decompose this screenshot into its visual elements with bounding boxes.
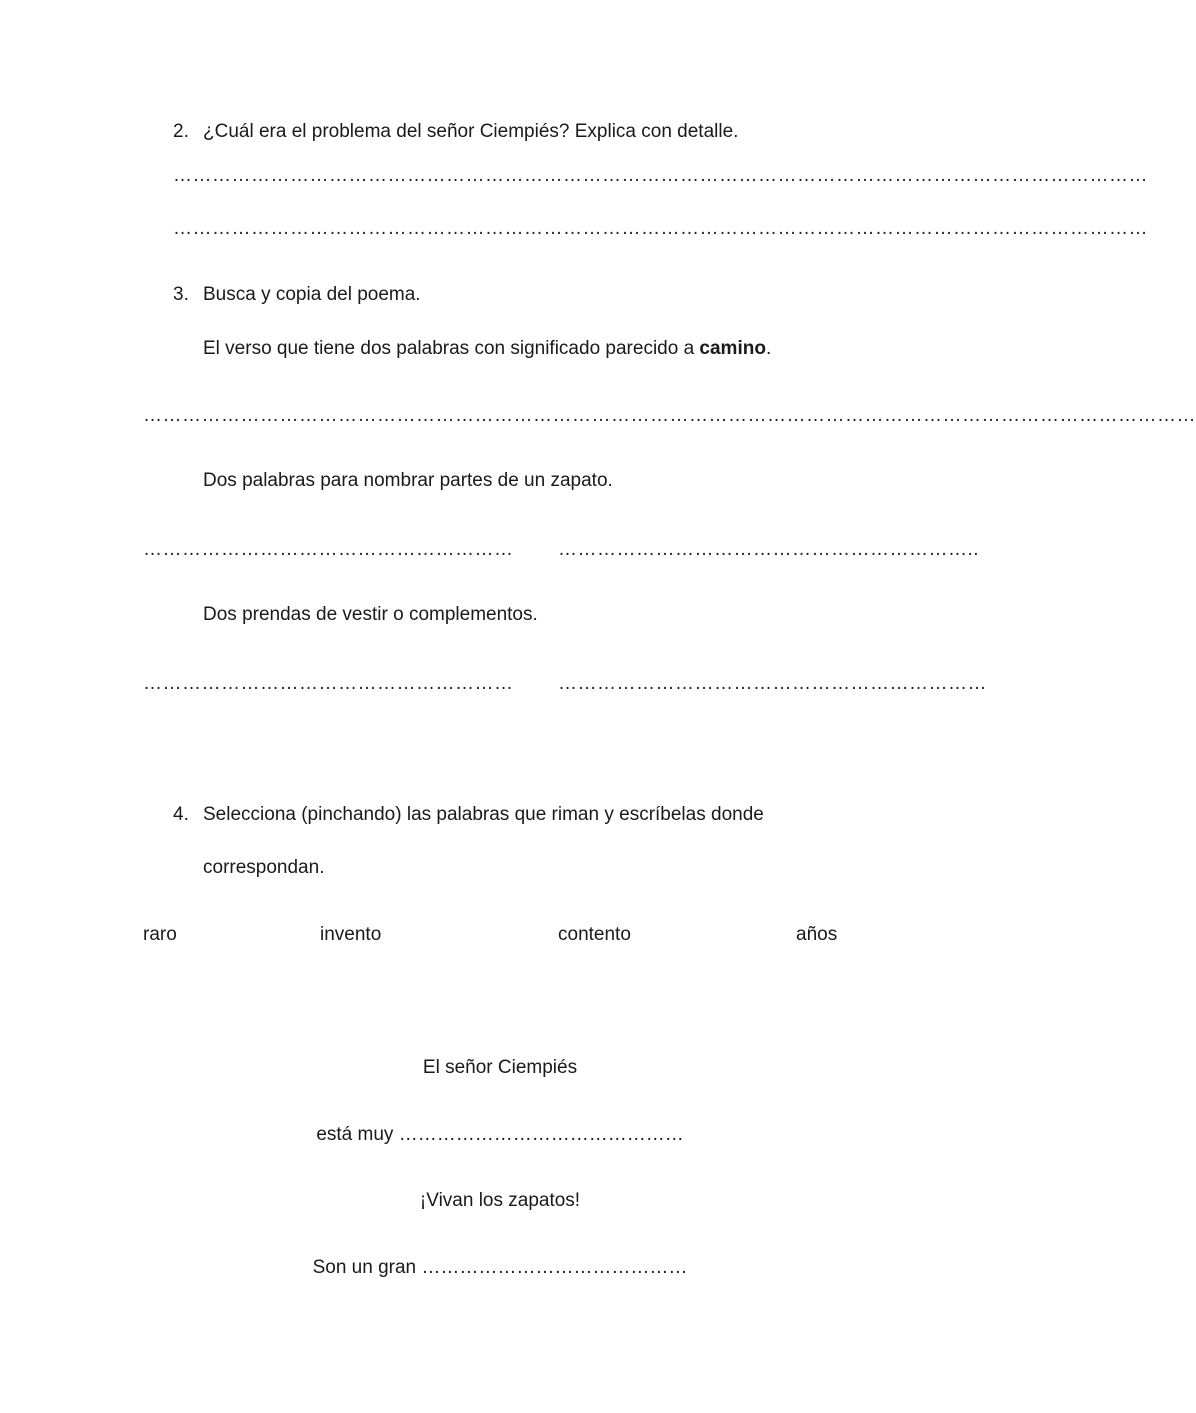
question-2-number: 2. [173, 121, 189, 142]
poem-line-4 [0, 1256, 1000, 1280]
question-4-number: 4. [173, 804, 189, 825]
poem-line-1: El señor Ciempiés [422, 1057, 578, 1078]
question-3-number: 3. [173, 284, 189, 305]
question-3-sub3-instruction: Dos prendas de vestir o complementos. [203, 604, 538, 625]
poem-blank-2[interactable]: …………………………………… [421, 1257, 688, 1278]
question-3-sub1-answer-line[interactable]: ……………………………………………………………………………………………………………………………………………… [143, 405, 1196, 426]
question-3-sub2-answer-left[interactable]: ………………………………………………… [143, 539, 514, 560]
word-option-invento[interactable]: invento [320, 924, 382, 945]
question-4-text-line-1: Selecciona (pinchando) las palabras que riman y escríbelas donde [203, 804, 764, 825]
word-option-raro[interactable]: raro [143, 924, 177, 945]
question-3-sub3-answer-right[interactable]: ………………………………………………………… [558, 673, 987, 694]
poem-blank-1[interactable]: ……………………………………… [398, 1124, 684, 1145]
question-3-sub1-instruction [203, 337, 771, 361]
sub1-keyword: camino [699, 338, 766, 359]
question-2-answer-line-2[interactable]: …………………………………………………………………………………………………………………………………… [173, 218, 1148, 239]
poem-line-2-text: está muy [316, 1124, 399, 1145]
question-2-answer-line-1[interactable]: …………………………………………………………………………………………………………………………………… [173, 165, 1148, 186]
poem-line-2 [0, 1123, 1000, 1147]
sub1-period: . [765, 338, 772, 359]
question-3-text: Busca y copia del poema. [203, 284, 421, 305]
question-3-sub2-instruction: Dos palabras para nombrar partes de un zapato. [203, 470, 613, 491]
poem-line-4-text: Son un gran [312, 1257, 422, 1278]
question-2-text: ¿Cuál era el problema del señor Ciempiés? Explica con detalle. [203, 121, 739, 142]
word-option-anos[interactable]: años [796, 924, 838, 945]
sub1-instruction-text: El verso que tiene dos palabras con significado parecido a [203, 338, 700, 359]
question-4-text-line-2: correspondan. [203, 857, 325, 878]
poem-line-3: ¡Vivan los zapatos! [419, 1190, 581, 1211]
question-3-sub2-answer-right[interactable]: ……………………………………………………….. [558, 539, 980, 560]
word-option-contento[interactable]: contento [558, 924, 631, 945]
question-3-sub3-answer-left[interactable]: ………………………………………………… [143, 673, 514, 694]
